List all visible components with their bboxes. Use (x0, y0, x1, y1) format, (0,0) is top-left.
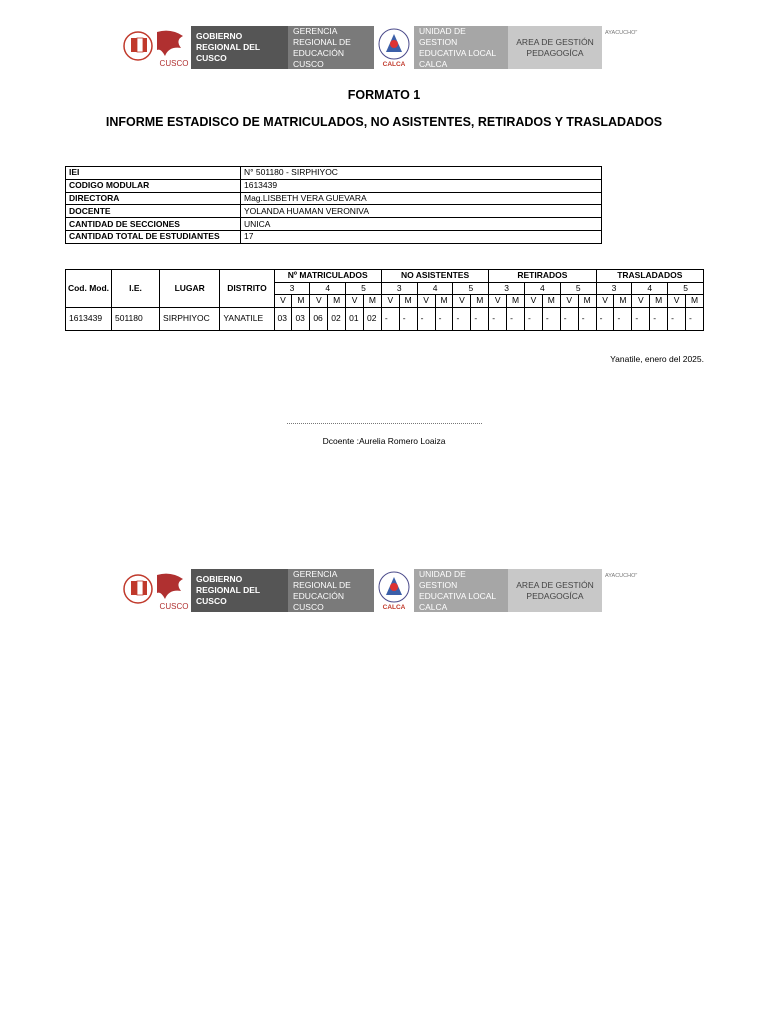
value-cell: 03 (292, 307, 310, 330)
info-label: CANTIDAD DE SECCIONES (66, 218, 241, 231)
value-cell: - (525, 307, 543, 330)
value-cell: - (489, 307, 507, 330)
sex-header: V (632, 295, 650, 308)
sex-header: V (560, 295, 578, 308)
header-banner (121, 26, 609, 69)
sex-header: V (310, 295, 328, 308)
banner-tag: AYACUCHO" (605, 573, 638, 579)
sex-header: V (274, 295, 292, 308)
sex-header: V (381, 295, 399, 308)
sex-header: V (346, 295, 364, 308)
signature-line (287, 423, 482, 424)
area-label: AREA DE GESTIÓN PEDAGOGÍCA (508, 569, 602, 612)
document-title: FORMATO 1 (347, 88, 421, 102)
value-cell: 02 (364, 307, 382, 330)
gerencia-label: GERENCIA REGIONAL DE EDUCACIÓN CUSCO (288, 26, 374, 69)
value-cell: 01 (346, 307, 364, 330)
ugel-logo-text: CALCA (382, 61, 406, 68)
group-matriculados: Nº MATRICULADOS (274, 270, 381, 283)
gobierno-label: GOBIERNO REGIONAL DEL CUSCO (191, 569, 288, 612)
cusco-logo (121, 569, 191, 612)
value-cell: - (650, 307, 668, 330)
table-row (66, 307, 704, 330)
value-cell: - (614, 307, 632, 330)
group-trasladados: TRASLADADOS (596, 270, 703, 283)
value-cell: - (435, 307, 453, 330)
value-cell: 02 (328, 307, 346, 330)
info-value: N° 501180 - SIRPHIYOC (241, 167, 602, 180)
sex-header: V (453, 295, 471, 308)
sex-header: M (578, 295, 596, 308)
value-cell: - (381, 307, 399, 330)
document-subtitle: INFORME ESTADISCO DE MATRICULADOS, NO ASISTENTES, RETIRADOS Y TRASLADADOS (105, 115, 663, 129)
sex-header: M (399, 295, 417, 308)
cell-cod: 1613439 (66, 307, 112, 330)
cell-ie: 501180 (112, 307, 160, 330)
ugel-label: UNIDAD DE GESTION EDUCATIVA LOCAL CALCA (414, 569, 508, 612)
age-header: 4 (417, 282, 453, 295)
value-cell: - (417, 307, 435, 330)
info-table (65, 166, 602, 244)
info-value: 1613439 (241, 179, 602, 192)
col-distrito: DISTRITO (220, 270, 274, 308)
sex-header: M (650, 295, 668, 308)
value-cell: - (507, 307, 525, 330)
age-header: 3 (596, 282, 632, 295)
col-cod-mod: Cod. Mod. (66, 270, 112, 308)
sex-header: V (668, 295, 686, 308)
age-header: 3 (489, 282, 525, 295)
area-label: AREA DE GESTIÓN PEDAGOGÍCA (508, 26, 602, 69)
age-header: 5 (453, 282, 489, 295)
signature-name: Dcoente :Aurelia Romero Loaiza (322, 436, 446, 446)
sex-header: M (614, 295, 632, 308)
info-row (66, 230, 602, 243)
value-cell: - (668, 307, 686, 330)
sex-header: M (435, 295, 453, 308)
sex-header: M (292, 295, 310, 308)
cusco-logo-text: CUSCO (159, 59, 189, 68)
age-header: 5 (560, 282, 596, 295)
cell-lugar: SIRPHIYOC (160, 307, 220, 330)
value-cell: - (632, 307, 650, 330)
value-cell: - (471, 307, 489, 330)
sex-header: V (489, 295, 507, 308)
col-lugar: LUGAR (160, 270, 220, 308)
value-cell: - (596, 307, 614, 330)
sex-header: M (507, 295, 525, 308)
ugel-logo (374, 26, 414, 69)
info-label: IEI (66, 167, 241, 180)
footer-banner (121, 569, 609, 612)
value-cell: - (578, 307, 596, 330)
cell-distrito: YANATILE (220, 307, 274, 330)
age-header: 4 (310, 282, 346, 295)
info-value: YOLANDA HUAMAN VERONIVA (241, 205, 602, 218)
stats-table (65, 269, 704, 331)
group-retirados: RETIRADOS (489, 270, 596, 283)
info-value: 17 (241, 230, 602, 243)
sex-header: M (471, 295, 489, 308)
cusco-logo (121, 26, 191, 69)
gobierno-label: GOBIERNO REGIONAL DEL CUSCO (191, 26, 288, 69)
col-ie: I.E. (112, 270, 160, 308)
info-value: Mag.LISBETH VERA GUEVARA (241, 192, 602, 205)
ugel-label: UNIDAD DE GESTION EDUCATIVA LOCAL CALCA (414, 26, 508, 69)
banner-tag: AYACUCHO" (605, 30, 638, 36)
sex-header: M (364, 295, 382, 308)
info-label: CANTIDAD TOTAL DE ESTUDIANTES (66, 230, 241, 243)
info-row (66, 179, 602, 192)
sex-header: M (542, 295, 560, 308)
ugel-logo (374, 569, 414, 612)
place-date: Yanatile, enero del 2025. (610, 354, 704, 364)
age-header: 3 (274, 282, 310, 295)
sex-header: M (328, 295, 346, 308)
group-no-asistentes: NO ASISTENTES (381, 270, 488, 283)
age-header: 4 (632, 282, 668, 295)
info-label: CODIGO MODULAR (66, 179, 241, 192)
sex-header: V (525, 295, 543, 308)
age-header: 3 (381, 282, 417, 295)
info-row (66, 218, 602, 231)
value-cell: - (560, 307, 578, 330)
age-header: 5 (346, 282, 382, 295)
info-row (66, 205, 602, 218)
info-label: DOCENTE (66, 205, 241, 218)
info-label: DIRECTORA (66, 192, 241, 205)
value-cell: - (686, 307, 704, 330)
value-cell: 06 (310, 307, 328, 330)
info-value: UNICA (241, 218, 602, 231)
sex-header: V (417, 295, 435, 308)
sex-header: V (596, 295, 614, 308)
value-cell: - (542, 307, 560, 330)
value-cell: 03 (274, 307, 292, 330)
value-cell: - (399, 307, 417, 330)
stats-header-row-groups (66, 270, 704, 283)
sex-header: M (686, 295, 704, 308)
age-header: 5 (668, 282, 704, 295)
ugel-logo-text: CALCA (382, 604, 406, 611)
gerencia-label: GERENCIA REGIONAL DE EDUCACIÓN CUSCO (288, 569, 374, 612)
info-row (66, 167, 602, 180)
cusco-logo-text: CUSCO (159, 602, 189, 611)
info-row (66, 192, 602, 205)
value-cell: - (453, 307, 471, 330)
age-header: 4 (525, 282, 561, 295)
